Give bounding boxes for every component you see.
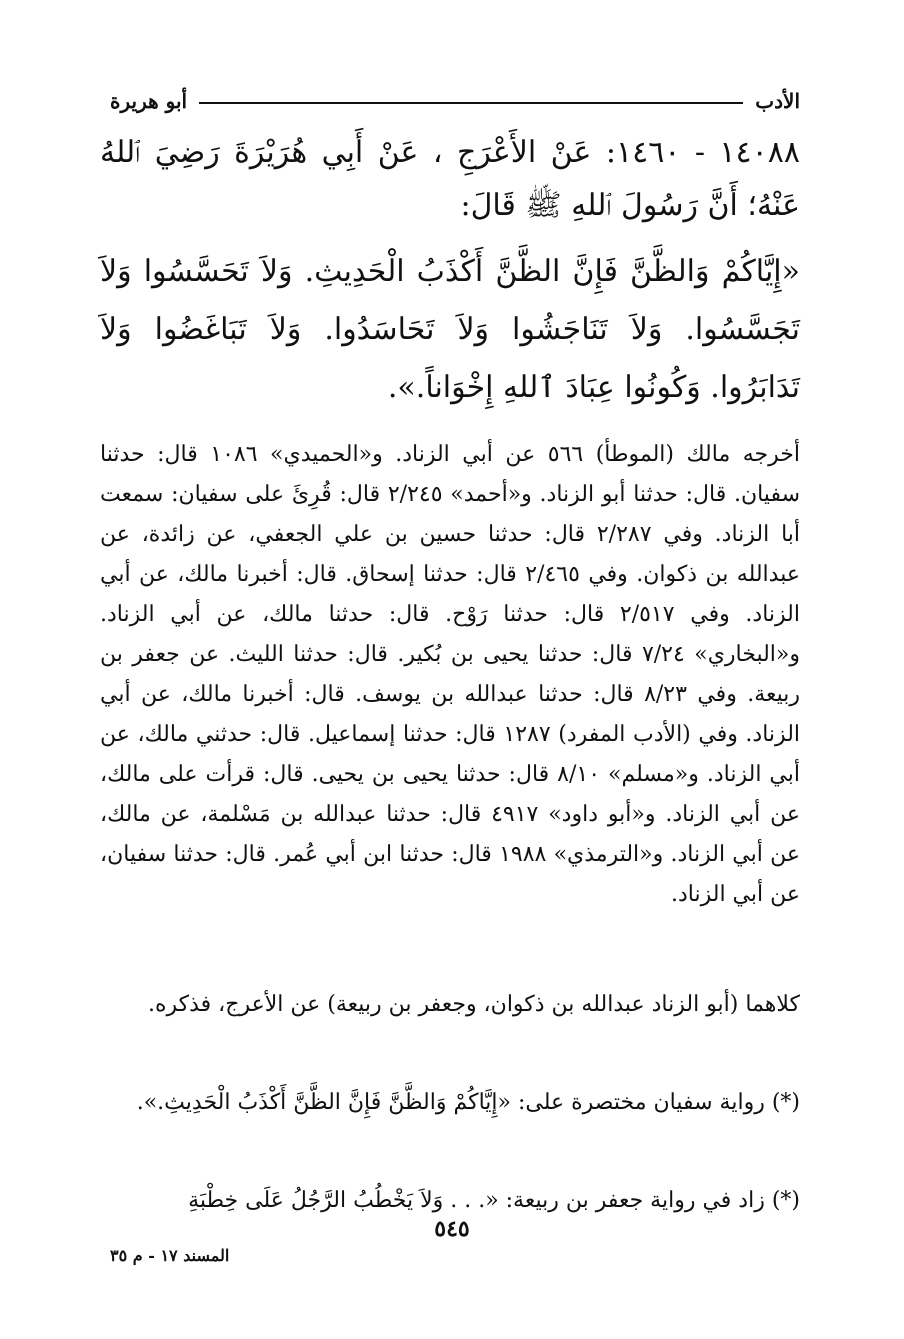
both-narrators-paragraph: كلاهما (أبو الزناد عبدالله بن ذكوان، وجعفر بن ربيعة) عن الأعرج، فذكره. [147,992,800,1017]
running-header [110,86,800,116]
jafar-variant-note: (*) زاد في رواية جعفر بن ربيعة: «. . . وَلاَ يَخْطُبُ الرَّجُلُ عَلَى خِطْبَةِ [188,1188,800,1213]
hadith-isnad: ١٤٠٨٨ - ١٤٦٠: عَنْ الأَعْرَجِ ، عَنْ أَبِي هُرَيْرَةَ رَضِيَ ٱللهُ عَنْهُ؛ أَنَّ رَسُولَ ٱللهِ ﷺ قَالَ: [100,135,800,223]
header-narrator-name: أبو هريرة [110,89,188,113]
hadith-matn: «إِيَّاكُمْ وَالظَّنَّ فَإِنَّ الظَّنَّ أَكْذَبُ الْحَدِيثِ. وَلاَ تَحَسَّسُوا وَلاَ تَجَسَّسُوا. وَلاَ تَنَاجَشُوا وَلاَ تَحَاسَدُوا. وَلاَ تَبَاغَضُوا وَلاَ تَدَابَرُوا. وَكُونُوا عِبَادَ ٱللهِ إِخْوَاناً.». [100,254,800,405]
header-section-title: الأدب [755,89,800,113]
takhrij-paragraph: أخرجه مالك (الموطأ) ٥٦٦ عن أبي الزناد. و«الحميدي» ١٠٨٦ قال: حدثنا سفيان. قال: حدثنا أبو الزناد. و«أحمد» ٢/٢٤٥ قال: قُرِئَ على سفيان: سمعت أبا الزناد. وفي ٢/٢٨٧ قال: حدثنا حسين بن علي الجعفي، عن زائدة، عن عبدالله بن ذكوان. وفي ٢/٤٦٥ قال: حدثنا إسحاق. قال: أخبرنا مالك، عن أبي الزناد. وفي ٢/٥١٧ قال: حدثنا رَوْح. قال: حدثنا مالك، عن أبي الزناد. و«البخاري» ٧/٢٤ قال: حدثنا يحيى بن بُكير. قال: حدثنا الليث. عن جعفر بن ربيعة. وفي ٨/٢٣ قال: حدثنا عبدالله بن يوسف. قال: أخبرنا مالك، عن أبي الزناد. وفي (الأدب المفرد) ١٢٨٧ قال: حدثنا إسماعيل. قال: حدثني مالك، عن أبي الزناد. و«مسلم» ٨/١٠ قال: حدثنا يحيى بن يحيى. قال: قرأت على مالك، عن أبي الزناد. و«أبو داود» ٤٩١٧ قال: حدثنا عبدالله بن مَسْلمة، عن مالك، عن أبي الزناد. و«الترمذي» ١٩٨٨ قال: حدثنا ابن أبي عُمر. قال: حدثنا سفيان، عن أبي الزناد. [100,442,801,907]
header-rule [199,102,743,104]
printer-signature: المسند ١٧ - م ٣٥ [110,1246,230,1265]
page-number: ٥٤٥ [434,1216,470,1242]
sufyan-variant-note: (*) رواية سفيان مختصرة على: «إِيَّاكُمْ وَالظَّنَّ فَإِنَّ الظَّنَّ أَكْذَبُ الْحَدِيثِ.». [136,1090,800,1115]
